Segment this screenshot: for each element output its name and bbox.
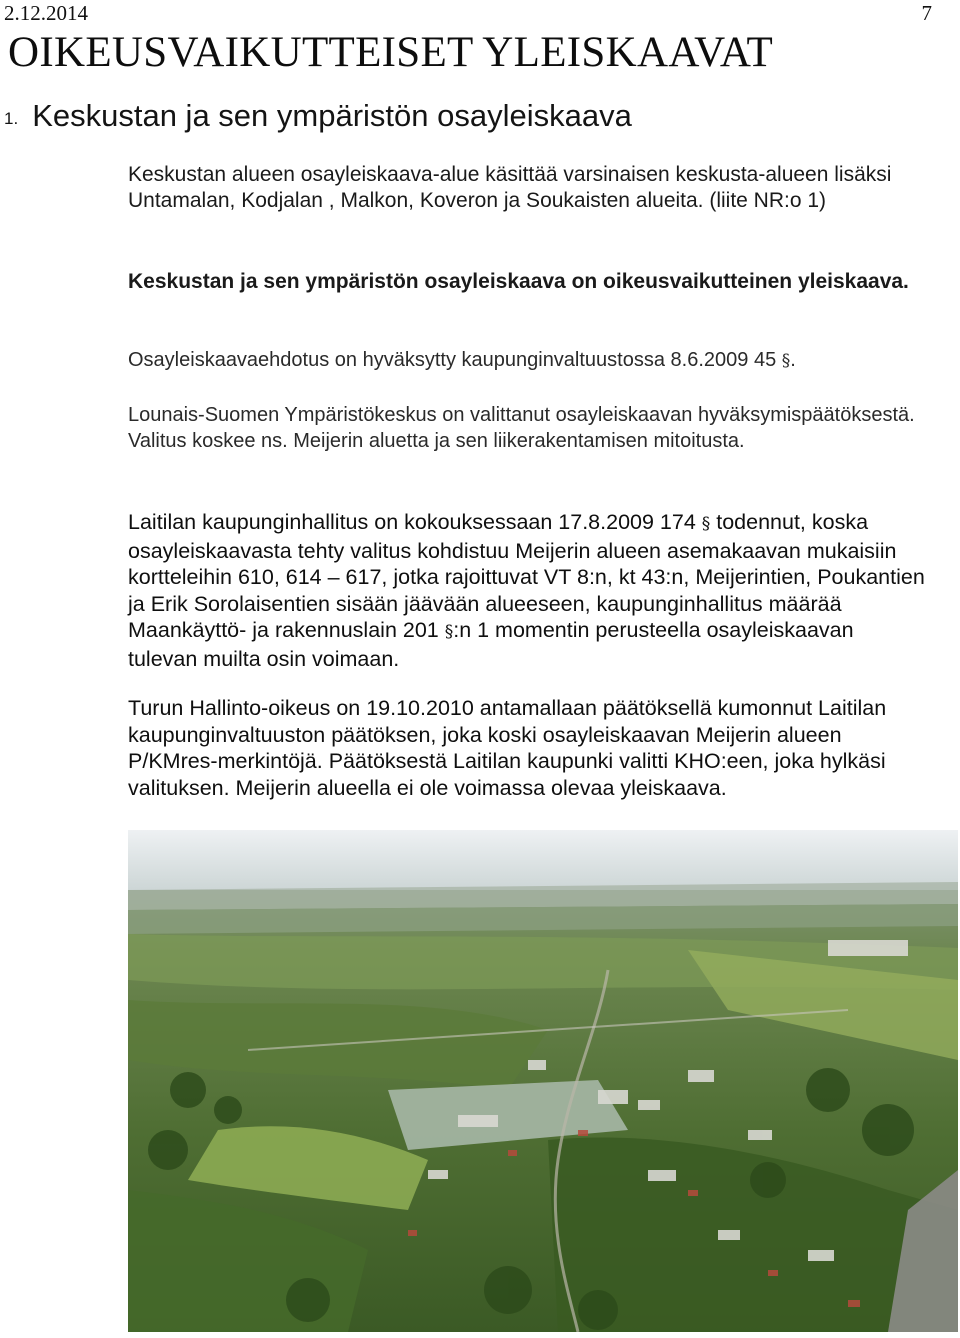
approval-text-b: . [790,349,796,371]
aerial-town-photo [128,830,958,1332]
approval-paragraph [128,347,928,374]
section-sign: § [781,351,791,371]
legal-status-text: Keskustan ja sen ympäristön osayleiskaava on oikeusvaikutteinen yleiskaava. [128,270,909,293]
court-decision-text: Turun Hallinto-oikeus on 19.10.2010 antamallaan päätöksellä kumonnut Laitilan kaupunginvaltuuston päätöksen, joka koski osayleiskaavan Meijerin alueen P/KMres-merkintöjä. Päätöksestä Laitilan kaupunki valitti KHO:een, joka hylkäsi valituksen. Meijerin alueella ei ole voimassa olevaa yleiskaava. [128,696,887,800]
aerial-photo-illustration [128,830,958,1332]
approval-text [128,347,928,374]
appeal-paragraph [128,402,928,454]
board-text-a: Laitilan kaupunginhallitus on kokouksessaan 17.8.2009 174 [128,510,702,534]
intro-text: Keskustan alueen osayleiskaava-alue käsittää varsinaisen keskusta-alueen lisäksi Untamalan, Kodjalan , Malkon, Koveron ja Soukaisten alueita. (liite NR:o 1) [128,163,892,212]
legal-status-paragraph [128,268,928,296]
board-text-c: :n 1 momentin perusteella osayleiskaavan tulevan muilta osin voimaan. [128,618,854,671]
board-decision-text [128,509,928,672]
page-number: 7 [921,1,932,25]
appeal-text: Lounais-Suomen Ympäristökeskus on valittanut osayleiskaavan hyväksymispäätöksestä. Valitus koskee ns. Meijerin aluetta ja sen liikerakentamisen mitoitusta. [128,404,915,452]
section-heading-text: Keskustan ja sen ympäristön osayleiskaava [32,98,632,133]
court-decision-paragraph [128,695,928,801]
page-title: OIKEUSVAIKUTTEISET YLEISKAAVAT [8,29,774,76]
section-sign: § [444,622,454,642]
header-date: 2.12.2014 [4,1,88,25]
board-decision-paragraph [128,509,928,672]
section-sign: § [701,514,711,534]
section-heading [4,98,632,134]
board-text-b: todennut, koska osayleiskaavasta tehty valitus kohdistuu Meijerin alueen asemakaavan mukaisiin kortteleihin 610, 614 – 617, jotka rajoittuvat VT 8:n, kt 43:n, Meijerintien, Poukantien ja Erik Sorolaisentien sisään jäävään alueeseen, kaupunginhallitus määrää Maankäyttö- ja rakennuslain 201 [128,510,925,642]
section-number: 1. [4,109,19,128]
intro-paragraph [128,162,928,214]
approval-text-a: Osayleiskaavaehdotus on hyväksytty kaupunginvaltuustossa 8.6.2009 45 [128,349,782,371]
